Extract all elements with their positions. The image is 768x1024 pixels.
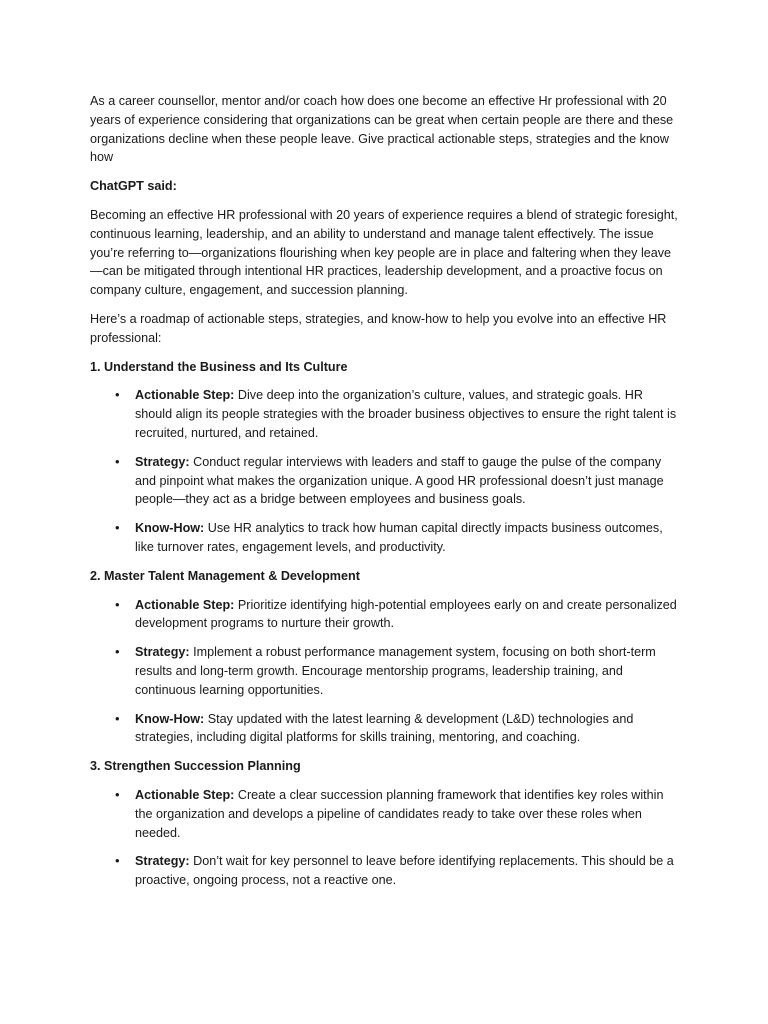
item-text: Implement a robust performance management system, focusing on both short-term results and long-term growth. Encourage mentorship programs, leadership training, and continuous learning opportunities. (135, 645, 656, 697)
item-term: Strategy: (135, 854, 190, 869)
bullet-list (90, 596, 680, 748)
intro-paragraph: Becoming an effective HR professional with 20 years of experience requires a blend of strategic foresight, continuous learning, leadership, and an ability to understand and manage talent effectively. The issue you’re referring to—organizations flourishing when key people are in place and faltering when they leave—can be mitigated through intentional HR practices, leadership development, and a proactive focus on company culture, engagement, and succession planning. (90, 207, 678, 298)
section-heading: 2. Master Talent Management & Development (90, 568, 360, 583)
item-text: Conduct regular interviews with leaders and staff to gauge the pulse of the company and pinpoint what makes the organization unique. A good HR professional doesn’t just manage people—they act as a bridge between employees and business goals. (135, 454, 664, 507)
section-heading: 3. Strengthen Succession Planning (90, 759, 301, 774)
list-item (135, 596, 680, 634)
section-heading: 1. Understand the Business and Its Culture (90, 359, 348, 374)
item-text: Don’t wait for key personnel to leave before identifying replacements. This should be a proactive, ongoing process, not a reactive one. (135, 854, 674, 888)
list-item (135, 386, 680, 442)
item-term: Strategy: (135, 645, 190, 660)
item-term: Actionable Step: (135, 597, 235, 612)
item-term: Strategy: (135, 454, 190, 469)
list-item (135, 852, 680, 890)
roadmap-paragraph: Here’s a roadmap of actionable steps, strategies, and know-how to help you evolve into an effective HR professional: (90, 311, 667, 345)
list-item (135, 519, 680, 557)
item-term: Actionable Step: (135, 787, 235, 802)
document-page (90, 92, 680, 900)
list-item (135, 710, 680, 748)
question-paragraph: As a career counsellor, mentor and/or coach how does one become an effective Hr professional with 20 years of experience considering that organizations can be great when certain people are there and these organizations decline when these people leave. Give practical actionable steps, strategies and the know how (90, 94, 674, 165)
item-term: Actionable Step: (135, 388, 235, 403)
item-term: Know-How: (135, 521, 205, 536)
list-item (135, 453, 680, 509)
item-text: Create a clear succession planning framework that identifies key roles within the organization and develops a pipeline of candidates ready to take over these roles when needed. (135, 787, 664, 840)
bullet-list (90, 786, 680, 890)
bullet-list (90, 386, 680, 556)
item-term: Know-How: (135, 711, 205, 726)
item-text: Stay updated with the latest learning & development (L&D) technologies and strategies, including digital platforms for skills training, mentoring, and coaching. (135, 711, 634, 745)
speaker-label: ChatGPT said: (90, 179, 177, 194)
item-text: Dive deep into the organization’s culture, values, and strategic goals. HR should align its people strategies with the broader business objectives to ensure the right talent is recruited, nurtured, and retained. (135, 388, 677, 440)
list-item (135, 786, 680, 842)
item-text: Use HR analytics to track how human capital directly impacts business outcomes, like turnover rates, engagement levels, and productivity. (135, 521, 663, 554)
item-text: Prioritize identifying high-potential employees early on and create personalized development programs to nurture their growth. (135, 597, 677, 631)
list-item (135, 643, 680, 699)
